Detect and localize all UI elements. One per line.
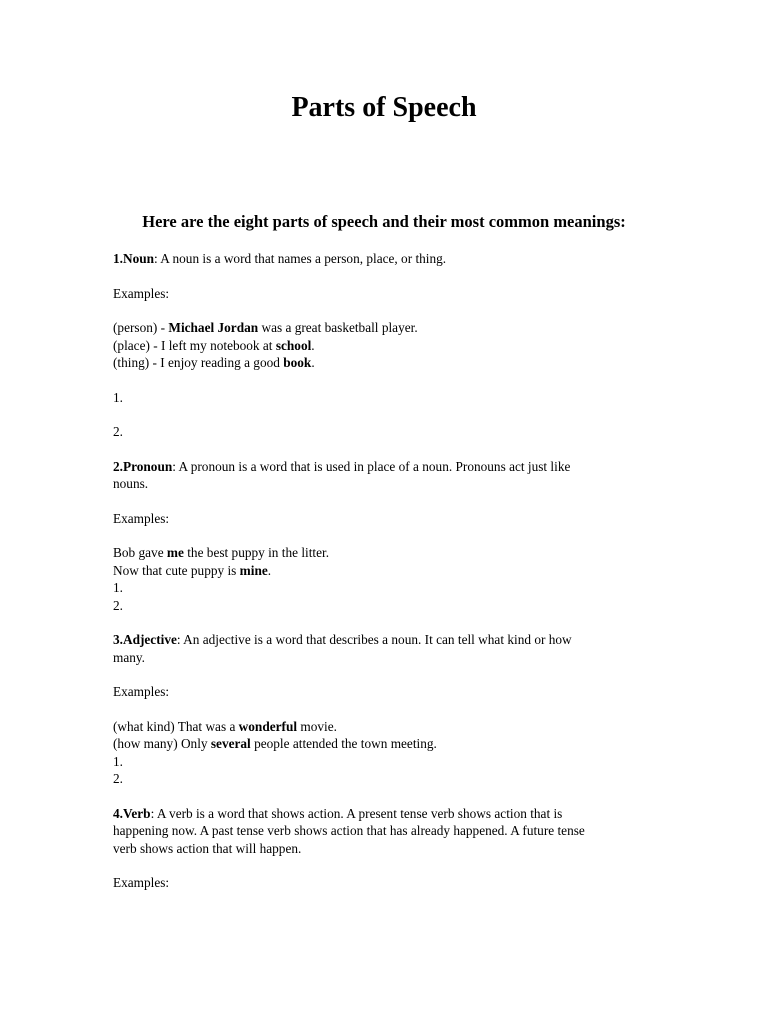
pronoun-blank-1: 1. [113, 580, 123, 595]
noun-examples-label: Examples: [113, 285, 170, 301]
example-text: Bob gave [113, 545, 167, 560]
noun-example-thing [113, 354, 658, 372]
example-bold: mine [239, 562, 268, 578]
pronoun-definition [113, 458, 658, 476]
page-subtitle: Here are the eight parts of speech and their most common meanings: [142, 212, 626, 231]
example-text: . [311, 337, 315, 353]
adjective-examples-label: Examples: [113, 684, 170, 699]
pronoun-blank-2: 2. [113, 597, 123, 613]
verb-definition-cont-1: happening now. A past tense verb shows action that has already happened. A future tense [113, 823, 585, 838]
example-text: . [267, 562, 272, 578]
verb-definition [113, 805, 658, 823]
example-text: (place) - I left my notebook at [113, 337, 276, 353]
pronoun-term: 2.Pronoun [113, 458, 173, 474]
verb-examples-label: Examples: [113, 875, 170, 890]
adjective-example-2 [113, 735, 658, 753]
noun-blank-2: 2. [113, 424, 123, 439]
pronoun-examples-label: Examples: [113, 510, 170, 526]
example-text: the best puppy in the litter. [183, 545, 330, 560]
example-text: movie. [297, 718, 337, 734]
example-text: (how many) Only [113, 736, 211, 751]
verb-term: 4.Verb [113, 805, 151, 821]
example-text: . [311, 355, 315, 370]
adjective-example-1 [113, 718, 658, 736]
adjective-blank-1: 1. [113, 753, 123, 769]
pronoun-definition-cont: nouns. [113, 476, 149, 491]
example-text: (person) - [113, 320, 169, 335]
noun-example-place [113, 337, 658, 355]
noun-term: 1.Noun [113, 251, 155, 266]
example-bold: school [275, 337, 312, 353]
example-bold: book [283, 355, 312, 370]
document-body [113, 250, 658, 892]
adjective-blank-2: 2. [113, 771, 123, 786]
example-text: was a great basketball player. [258, 320, 418, 335]
example-text: (thing) - I enjoy reading a good [113, 355, 284, 370]
adjective-definition [113, 631, 658, 649]
example-text: people attended the town meeting. [250, 736, 437, 751]
noun-example-person [113, 319, 658, 337]
adjective-definition-text: : An adjective is a word that describes a noun. It can tell what kind or how [176, 632, 572, 647]
noun-definition [113, 250, 658, 268]
example-bold: wonderful [238, 718, 298, 734]
adjective-term: 3.Adjective [113, 632, 177, 647]
noun-definition-text: : A noun is a word that names a person, place, or thing. [154, 251, 447, 266]
example-bold: Michael Jordan [168, 320, 259, 335]
example-bold: several [210, 736, 251, 751]
example-text: Now that cute puppy is [113, 562, 240, 578]
example-text: (what kind) That was a [113, 718, 239, 734]
noun-blank-1: 1. [113, 389, 123, 405]
verb-definition-cont-2: verb shows action that will happen. [113, 840, 302, 856]
pronoun-example-2 [113, 562, 658, 580]
pronoun-example-1 [113, 544, 658, 562]
adjective-definition-cont: many. [113, 649, 146, 665]
pronoun-definition-text: : A pronoun is a word that is used in place of a noun. Pronouns act just like [172, 458, 571, 474]
verb-definition-text: : A verb is a word that shows action. A present tense verb shows action that is [150, 805, 563, 821]
page-title: Parts of Speech [291, 92, 477, 123]
example-bold: me [166, 545, 184, 560]
